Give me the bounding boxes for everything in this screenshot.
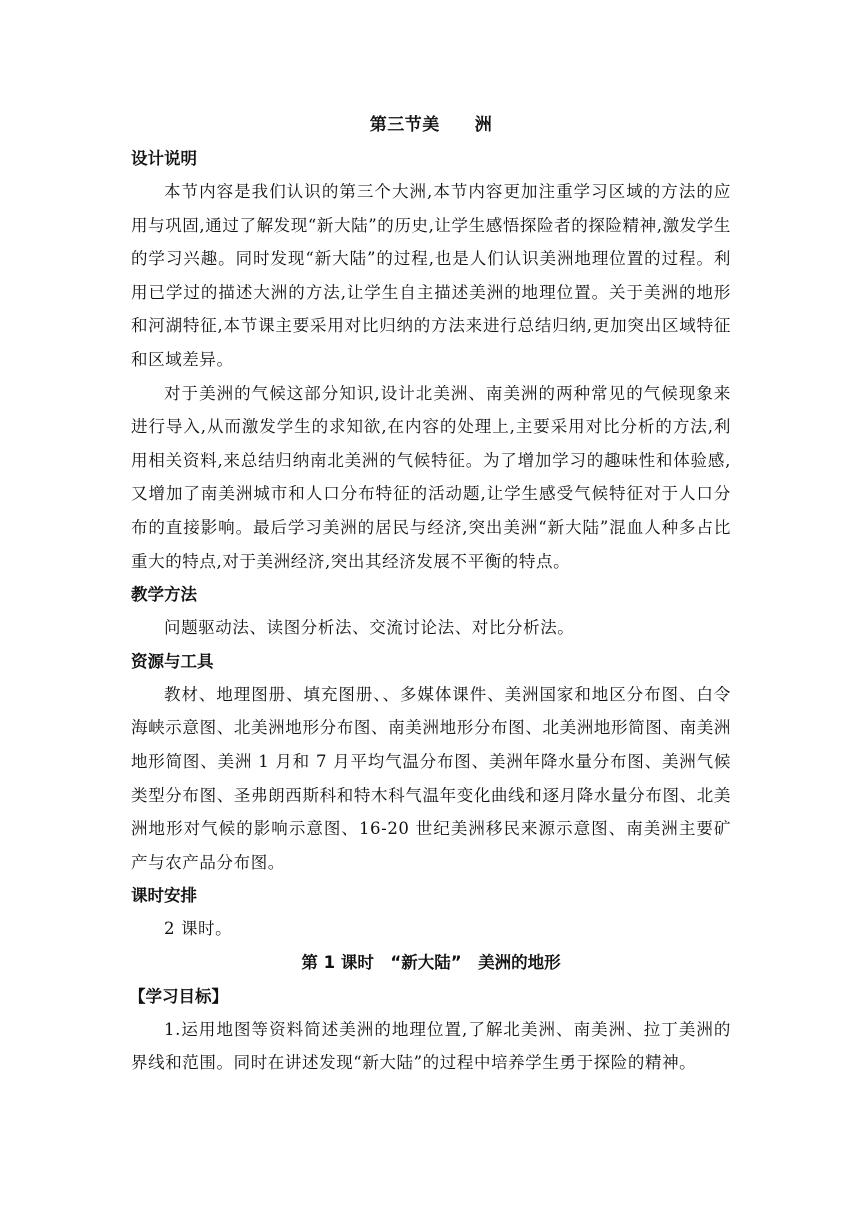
- methods-heading: 教学方法: [131, 585, 197, 605]
- schedule-heading: 课时安排: [131, 886, 197, 906]
- section-title: 第三节美 洲: [369, 115, 493, 135]
- goal-1-paragraph: 1.运用地图等资料简述美洲的地理位置,了解北美洲、南美洲、拉丁美洲的界线和范围。同时在讲述发现“新大陆”的过程中培养学生勇于探险的精神。: [131, 1019, 731, 1073]
- resources-heading: 资源与工具: [131, 651, 214, 671]
- lesson-1-title: 第 1 课时 “新大陆” 美洲的地形: [301, 952, 561, 972]
- design-paragraph-1: 本节内容是我们认识的第三个大洲,本节内容更加注重学习区域的方法的应用与巩固,通过了解发现“新大陆”的历史,让学生感悟探险者的探险精神,激发学生的学习兴趣。同时发现“新大陆”的过程,也是人们认识美洲地理位置的过程。利用已学过的描述大洲的方法,让学生自主描述美洲的地理位置。关于美洲的地形和河湖特征,本节课主要采用对比归纳的方法来进行总结归纳,更加突出区域特征和区域差异。: [131, 182, 731, 369]
- resources-paragraph: 教材、地理图册、填充图册、、多媒体课件、美洲国家和地区分布图、白令海峡示意图、北美洲地形分布图、南美洲地形分布图、北美洲地形简图、南美洲地形简图、美洲 1 月和 7 月平均气温分布图、美洲年降水量分布图、美洲气候类型分布图、圣弗朗西斯科和特木科气温年变化曲线和逐月降水量分布图、北美洲地形对气候的影响示意图、16-20 世纪美洲移民来源示意图、南美洲主要矿产与农产品分布图。: [131, 684, 731, 872]
- design-paragraph-2: 对于美洲的气候这部分知识,设计北美洲、南美洲的两种常见的气候现象来进行导入,从而激发学生的求知欲,在内容的处理上,主要采用对比分析的方法,利用相关资料,来总结归纳南北美洲的气候特征。为了增加学习的趣味性和体验感,又增加了南美洲城市和人口分布特征的活动题,让学生感受气候特征对于人口分布的直接影响。最后学习美洲的居民与经济,突出美洲“新大陆”混血人种多占比重大的特点,对于美洲经济,突出其经济发展不平衡的特点。: [131, 383, 731, 571]
- goals-heading: 【学习目标】: [129, 986, 228, 1006]
- schedule-paragraph: 2 课时。: [164, 919, 233, 939]
- document-page: [131, 108, 731, 1080]
- design-heading: 设计说明: [131, 149, 197, 168]
- methods-paragraph: 问题驱动法、读图分析法、交流讨论法、对比分析法。: [164, 618, 575, 638]
